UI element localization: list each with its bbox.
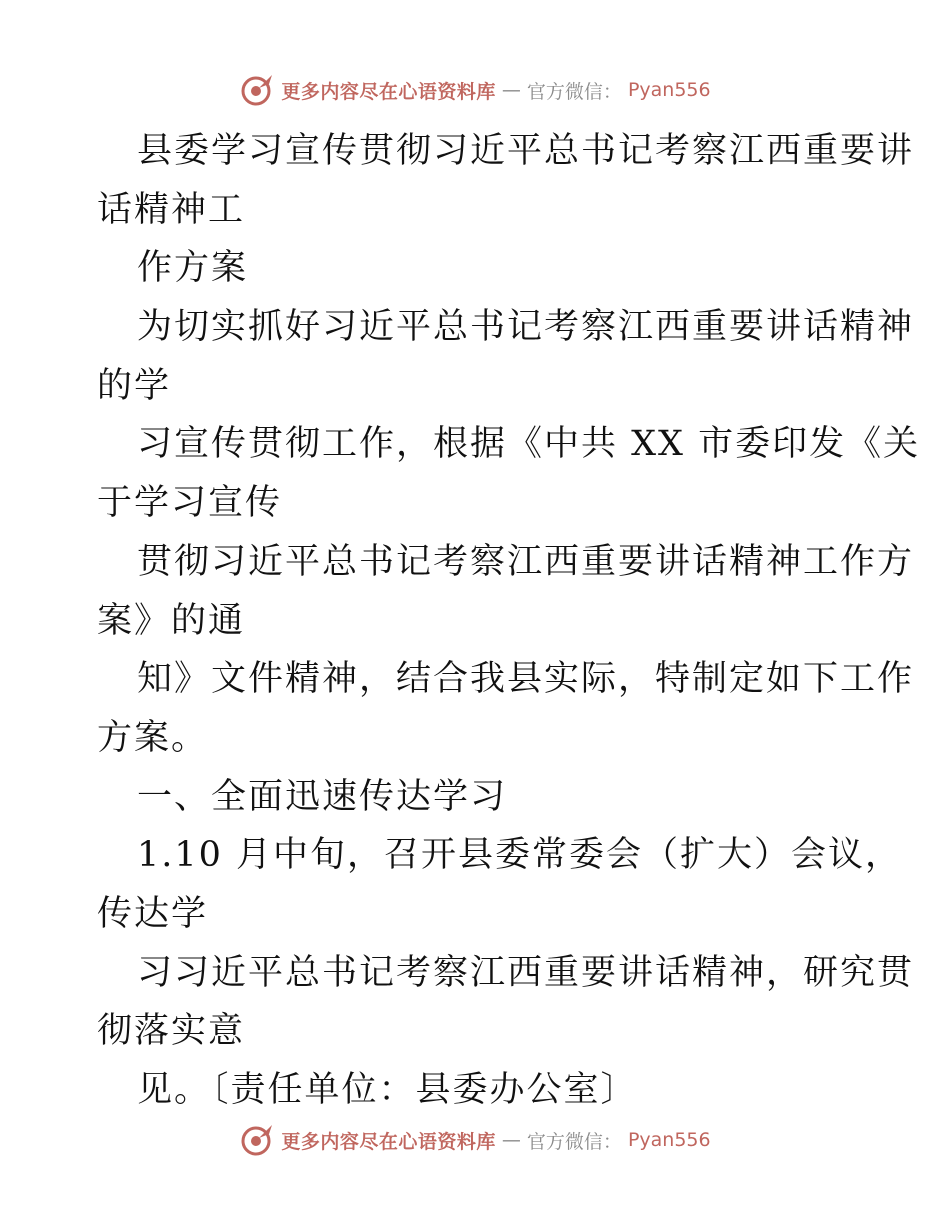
paragraph-line: 1.10 月中旬，召开县委常委会（扩大）会议， <box>137 835 903 876</box>
paragraph-line: 传达学 <box>97 893 209 934</box>
paragraph-line: 案》的通 <box>97 600 246 641</box>
paragraph-line: 于学习宣传 <box>97 483 283 524</box>
paragraph-line: 见。〔责任单位：县委办公室〕 <box>137 1070 638 1110</box>
doc-title-line: 话精神工 <box>97 189 246 230</box>
footer-watermark <box>0 1120 950 1160</box>
paragraph-line: 方案。 <box>97 717 209 758</box>
doc-title-line: 县委学习宣传贯彻习近平总书记考察江西重要讲 <box>137 131 915 171</box>
watermark-dash: — <box>501 1129 521 1151</box>
paragraph-line: 贯彻习近平总书记考察江西重要讲话精神工作方 <box>137 541 915 582</box>
watermark-wechat-label: 官方微信： <box>526 1130 622 1153</box>
quill-logo-icon <box>239 1122 275 1158</box>
quill-logo-icon <box>239 72 275 108</box>
paragraph-line: 习宣传贯彻工作，根据《中共 XX 市委印发《关 <box>137 424 921 465</box>
document-body <box>97 122 921 1120</box>
paragraph-line: 彻落实意 <box>97 1011 246 1052</box>
header-watermark <box>0 70 950 110</box>
section-heading: 一、全面迅速传达学习 <box>137 776 508 817</box>
doc-title-line: 作方案 <box>137 248 249 289</box>
watermark-wechat-id: Pyan556 <box>627 1129 711 1151</box>
watermark-dash: — <box>501 79 521 101</box>
paragraph-line: 习习近平总书记考察江西重要讲话精神，研究贯 <box>137 952 915 993</box>
watermark-wechat-id: Pyan556 <box>627 79 711 101</box>
watermark-site-text: 更多内容尽在心语资料库 <box>281 80 496 103</box>
watermark-wechat-label: 官方微信： <box>526 80 622 103</box>
watermark-site-text: 更多内容尽在心语资料库 <box>281 1130 496 1153</box>
paragraph-line: 知》文件精神，结合我县实际，特制定如下工作 <box>137 659 915 700</box>
paragraph-line: 为切实抓好习近平总书记考察江西重要讲话精神 <box>137 307 915 348</box>
paragraph-line: 的学 <box>97 365 172 406</box>
